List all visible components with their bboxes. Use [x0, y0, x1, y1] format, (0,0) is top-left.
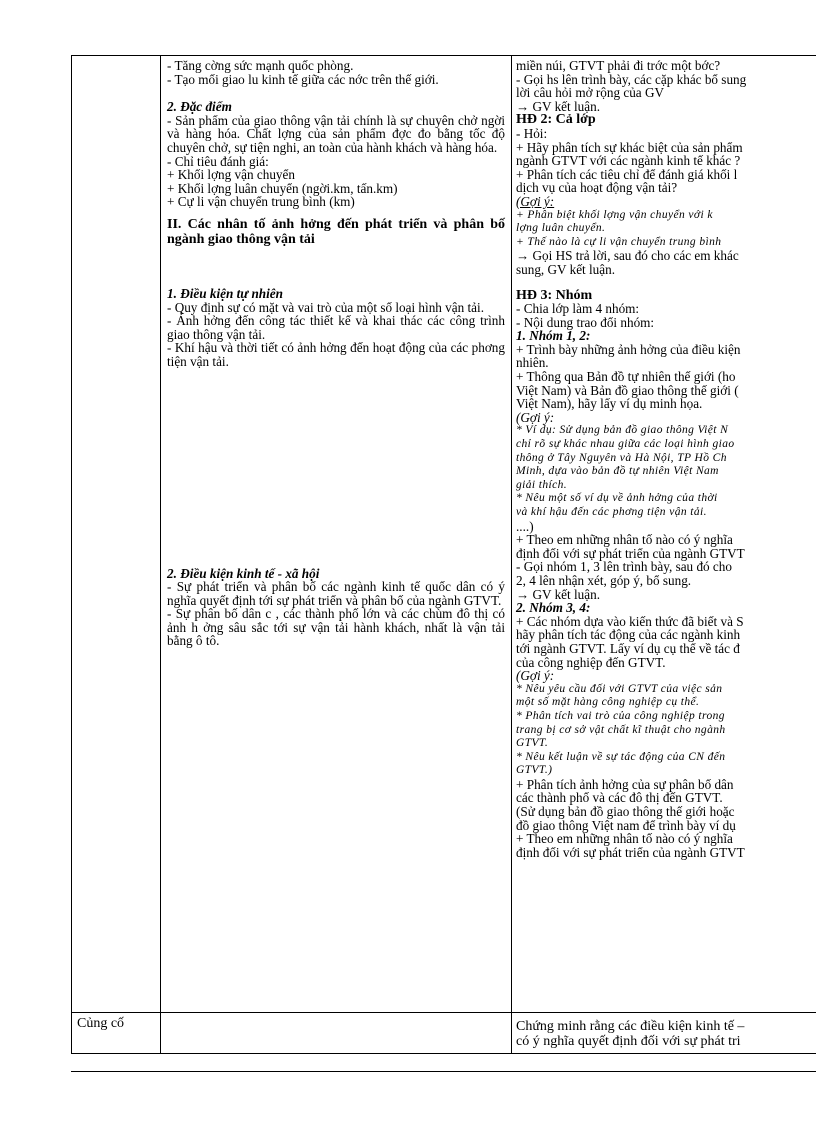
cung-co-label-cell: [72, 1013, 161, 1054]
text-line: - Chỉ tiêu đánh giá:: [167, 153, 269, 169]
text-line: đồ giao thông Việt nam để trình bày ví dụ: [516, 817, 736, 833]
text-line: có ý nghĩa quyết định đối với sự phát tri: [516, 1034, 741, 1049]
text-line: - Sự phân bố dân c , các thành phố lớn và các chùm đô thị có ảnh h ởng sâu sắc tới sự vận tải hành khách, nhất là vận tải bằng ô tô.: [167, 606, 505, 649]
section-heading: 2. Điều kiện kinh tế - xã hội: [167, 565, 320, 581]
text-line: Việt Nam), hãy lấy ví dụ minh họa.: [516, 396, 703, 412]
hint-line: + Thế nào là cự li vận chuyển trung bình: [516, 235, 722, 248]
text-line: Việt Nam) và Bản đồ giao thông thế giới (: [516, 382, 739, 398]
text-line: - Nội dung trao đổi nhóm:: [516, 314, 655, 330]
hint-label: (Gợi ý:: [516, 409, 555, 425]
hint-line: và khí hậu đến các phơng tiện vận tải.: [516, 506, 707, 518]
hint-line: một số mặt hàng công nghiệp cụ thể.: [516, 696, 700, 709]
content-cell: [161, 56, 512, 1013]
section-heading: 2. Đặc điểm: [167, 99, 232, 115]
hint-line: * Nêu một số ví dụ về ảnh hởng của thời: [516, 492, 718, 505]
text-line: + Cự li vận chuyển trung bình (km): [167, 194, 355, 210]
text-line: các thành phố và các đô thị đến GTVT.: [516, 790, 723, 806]
text-line: định đối với sự phát triển của ngành GTVT: [516, 844, 745, 860]
lesson-table: [71, 55, 816, 1054]
hint-line: GTVT.): [516, 764, 553, 777]
text-line: ngành GTVT với các ngành kinh tế khác ?: [516, 153, 741, 169]
hint-label: (Gợi ý:: [516, 668, 555, 684]
hint-line: * Nêu kết luận về sự tác động của CN đến: [516, 750, 726, 763]
text-line: định đối với sự phát triển của ngành GTVT: [516, 545, 745, 561]
group-heading: 2. Nhóm 3, 4:: [516, 600, 591, 616]
text-line: - Tăng cờng sức mạnh quốc phòng.: [167, 58, 354, 73]
hint-line: * Nêu yêu cầu đối với GTVT của việc sản: [516, 682, 723, 695]
text-line: - Hỏi:: [516, 125, 548, 141]
group-heading: 1. Nhóm 1, 2:: [516, 328, 591, 344]
text-line: + Thông qua Bản đồ tự nhiên thế giới (ho: [516, 369, 736, 385]
activity-heading: HĐ 2: Cả lớp: [516, 112, 596, 128]
text-line: 2, 4 lên nhận xét, góp ý, bổ sung.: [516, 572, 692, 588]
hint-line: thông ở Tây Nguyên và Hà Nội, TP Hồ Ch: [516, 451, 727, 464]
text-line: + Trình bày những ảnh hởng của điều kiện: [516, 341, 741, 357]
text-line: tới ngành GTVT. Lấy ví dụ cụ thể về tác đ: [516, 640, 740, 656]
text-line: - Gọi hs lên trình bày, các cặp khác bổ sung: [516, 71, 747, 87]
text-line: miền núi, GTVT phải đi trớc một bớc?: [516, 58, 721, 73]
text-line: + Theo em những nhân tố nào có ý nghĩa: [516, 532, 733, 548]
hint-line: trang bị cơ sở vật chất kĩ thuật cho ngành: [516, 723, 726, 736]
activity-heading: HĐ 3: Nhóm: [516, 287, 593, 303]
section-heading: 1. Điều kiện tự nhiên: [167, 285, 283, 301]
text-line: - Gọi nhóm 1, 3 lên trình bày, sau đó cho: [516, 559, 732, 575]
text-line: → GV kết luận.: [516, 98, 600, 114]
text-line: + Theo em những nhân tố nào có ý nghĩa: [516, 831, 733, 847]
text-line: - Sự phát triển và phân bố các ngành kinh tế quốc dân có ý nghĩa quyết định tới sự phát triển và phân bố của ngành GTVT.: [167, 579, 505, 608]
text-line: + Các nhóm dựa vào kiến thức đã biết và S: [516, 613, 744, 629]
hint-line: * Phân tích vai trò của công nghiệp trong: [516, 709, 725, 722]
activity-cell: [512, 56, 816, 1013]
text-line: + Khối lợng luân chuyển (ngời.km, tấn.km): [167, 180, 398, 196]
text-line: lời câu hỏi mở rộng của GV: [516, 85, 664, 101]
text-line: → Gọi HS trả lời, sau đó cho các em khác: [516, 248, 739, 264]
text-line: + Phân tích các tiêu chỉ để đánh giá khối l: [516, 166, 738, 182]
hint-line: ....): [516, 518, 534, 534]
text-line: → GV kết luận.: [516, 586, 600, 602]
hint-line: giải thích.: [516, 478, 568, 491]
text-line: - Sản phẩm của giao thông vận tải chính là sự chuyên chở ngời và hàng hóa. Chất lợng của sản phẩm đợc đo bằng tốc độ chuyên chở, sự tiện nghi, an toàn của hành khách và hàng hóa.: [167, 112, 505, 155]
text-line: - Khí hậu và thời tiết có ảnh hởng đến hoạt động của các phơng tiện vận tải.: [167, 340, 505, 369]
text-line: + Khối lợng vận chuyển: [167, 167, 295, 183]
text-line: dịch vụ của hoạt động vận tải?: [516, 180, 678, 196]
hint-line: * Ví dụ: Sử dụng bản đồ giao thông Việt N: [516, 424, 729, 437]
text-line: - Tạo mối giao lu kinh tế giữa các nớc trên thế giới.: [167, 71, 439, 87]
text-line: Chứng minh rằng các điều kiện kinh tế –: [516, 1019, 745, 1034]
hint-line: GTVT.: [516, 737, 549, 750]
text-line: - Quy định sự có mặt và vai trò của một số loại hình vận tải.: [167, 299, 484, 315]
text-line: - Ảnh hởng đến công tác thiết kế và khai thác các công trình giao thông vận tải.: [167, 313, 505, 342]
page-footer-rule: [71, 1071, 816, 1072]
text-line: (Sử dụng bản đồ giao thông thế giới hoặc: [516, 804, 735, 820]
cung-co-label: Củng cố: [77, 1016, 125, 1031]
text-line: nhiên.: [516, 355, 549, 371]
text-line: sung, GV kết luận.: [516, 261, 616, 277]
hint-label: (Gợi ý:: [516, 193, 555, 209]
section-title: II. Các nhân tố ảnh hởng đến phát triển và phân bố ngành giao thông vận tải: [167, 216, 505, 247]
text-line: - Chia lớp làm 4 nhóm:: [516, 301, 640, 317]
hint-line: Minh, dựa vào bản đồ tự nhiên Việt Nam: [516, 465, 719, 478]
hint-line: + Phân biệt khối lợng vận chuyển với k: [516, 208, 713, 221]
cung-co-content-cell: [161, 1013, 512, 1054]
text-line: + Phân tích ảnh hởng của sự phân bố dân: [516, 776, 734, 792]
text-line: hãy phân tích tác động của các ngành kinh: [516, 627, 741, 643]
hint-line: chỉ rõ sự khác nhau giữa các loại hình giao: [516, 438, 735, 451]
cung-co-activity-cell: [512, 1013, 816, 1054]
row-label-cell: [72, 56, 161, 1013]
hint-line: lợng luân chuyển.: [516, 222, 606, 235]
text-line: + Hãy phân tích sự khác biệt của sản phẩm: [516, 139, 743, 155]
text-line: của công nghiệp đến GTVT.: [516, 654, 666, 670]
